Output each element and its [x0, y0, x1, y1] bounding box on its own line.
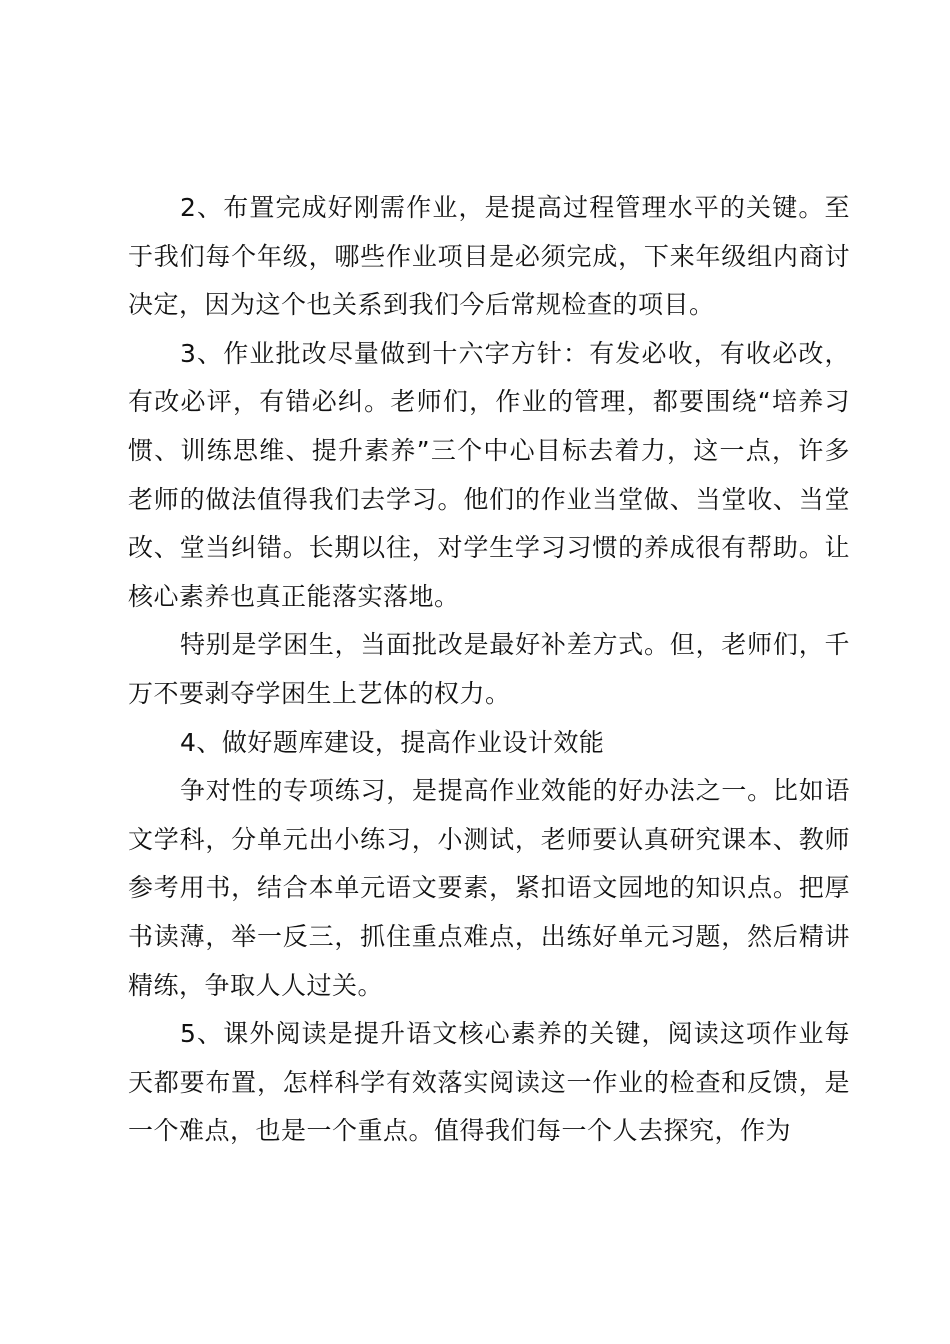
paragraph-item-3: 3、作业批改尽量做到十六字方针：有发必收，有收必改，有改必评，有错必纠。老师们，作业的管理，都要围绕“培养习惯、训练思维、提升素养”三个中心目标去着力，这一点，许多老师的做法值得我们去学习。他们的作业当堂做、当堂收、当堂改、堂当纠错。长期以往，对学生学习习惯的养成很有帮助。让核心素养也真正能落实落地。: [128, 338, 850, 611]
paragraph-targeted-practice: 争对性的专项练习，是提高作业效能的好办法之一。比如语文学科，分单元出小练习，小测试，老师要认真研究课本、教师参考用书，结合本单元语文要素，紧扣语文园地的知识点。把厚书读薄，举一反三，抓住重点难点，出练好单元习题，然后精讲精练，争取人人过关。: [128, 776, 850, 1000]
body-text: [128, 184, 850, 1156]
paragraph-struggling-students: 特别是学困生，当面批改是最好补差方式。但，老师们，千万不要剥夺学困生上艺体的权力。: [128, 630, 850, 708]
paragraph-item-2: 2、布置完成好刚需作业，是提高过程管理水平的关键。至于我们每个年级，哪些作业项目是必须完成，下来年级组内商讨决定，因为这个也关系到我们今后常规检查的项目。: [128, 193, 850, 320]
paragraph-item-5: 5、课外阅读是提升语文核心素养的关键，阅读这项作业每天都要布置，怎样科学有效落实阅读这一作业的检查和反馈，是一个难点，也是一个重点。值得我们每一个人去探究，作为: [128, 1019, 850, 1146]
paragraph-item-4-heading: 4、做好题库建设，提高作业设计效能: [180, 727, 605, 757]
